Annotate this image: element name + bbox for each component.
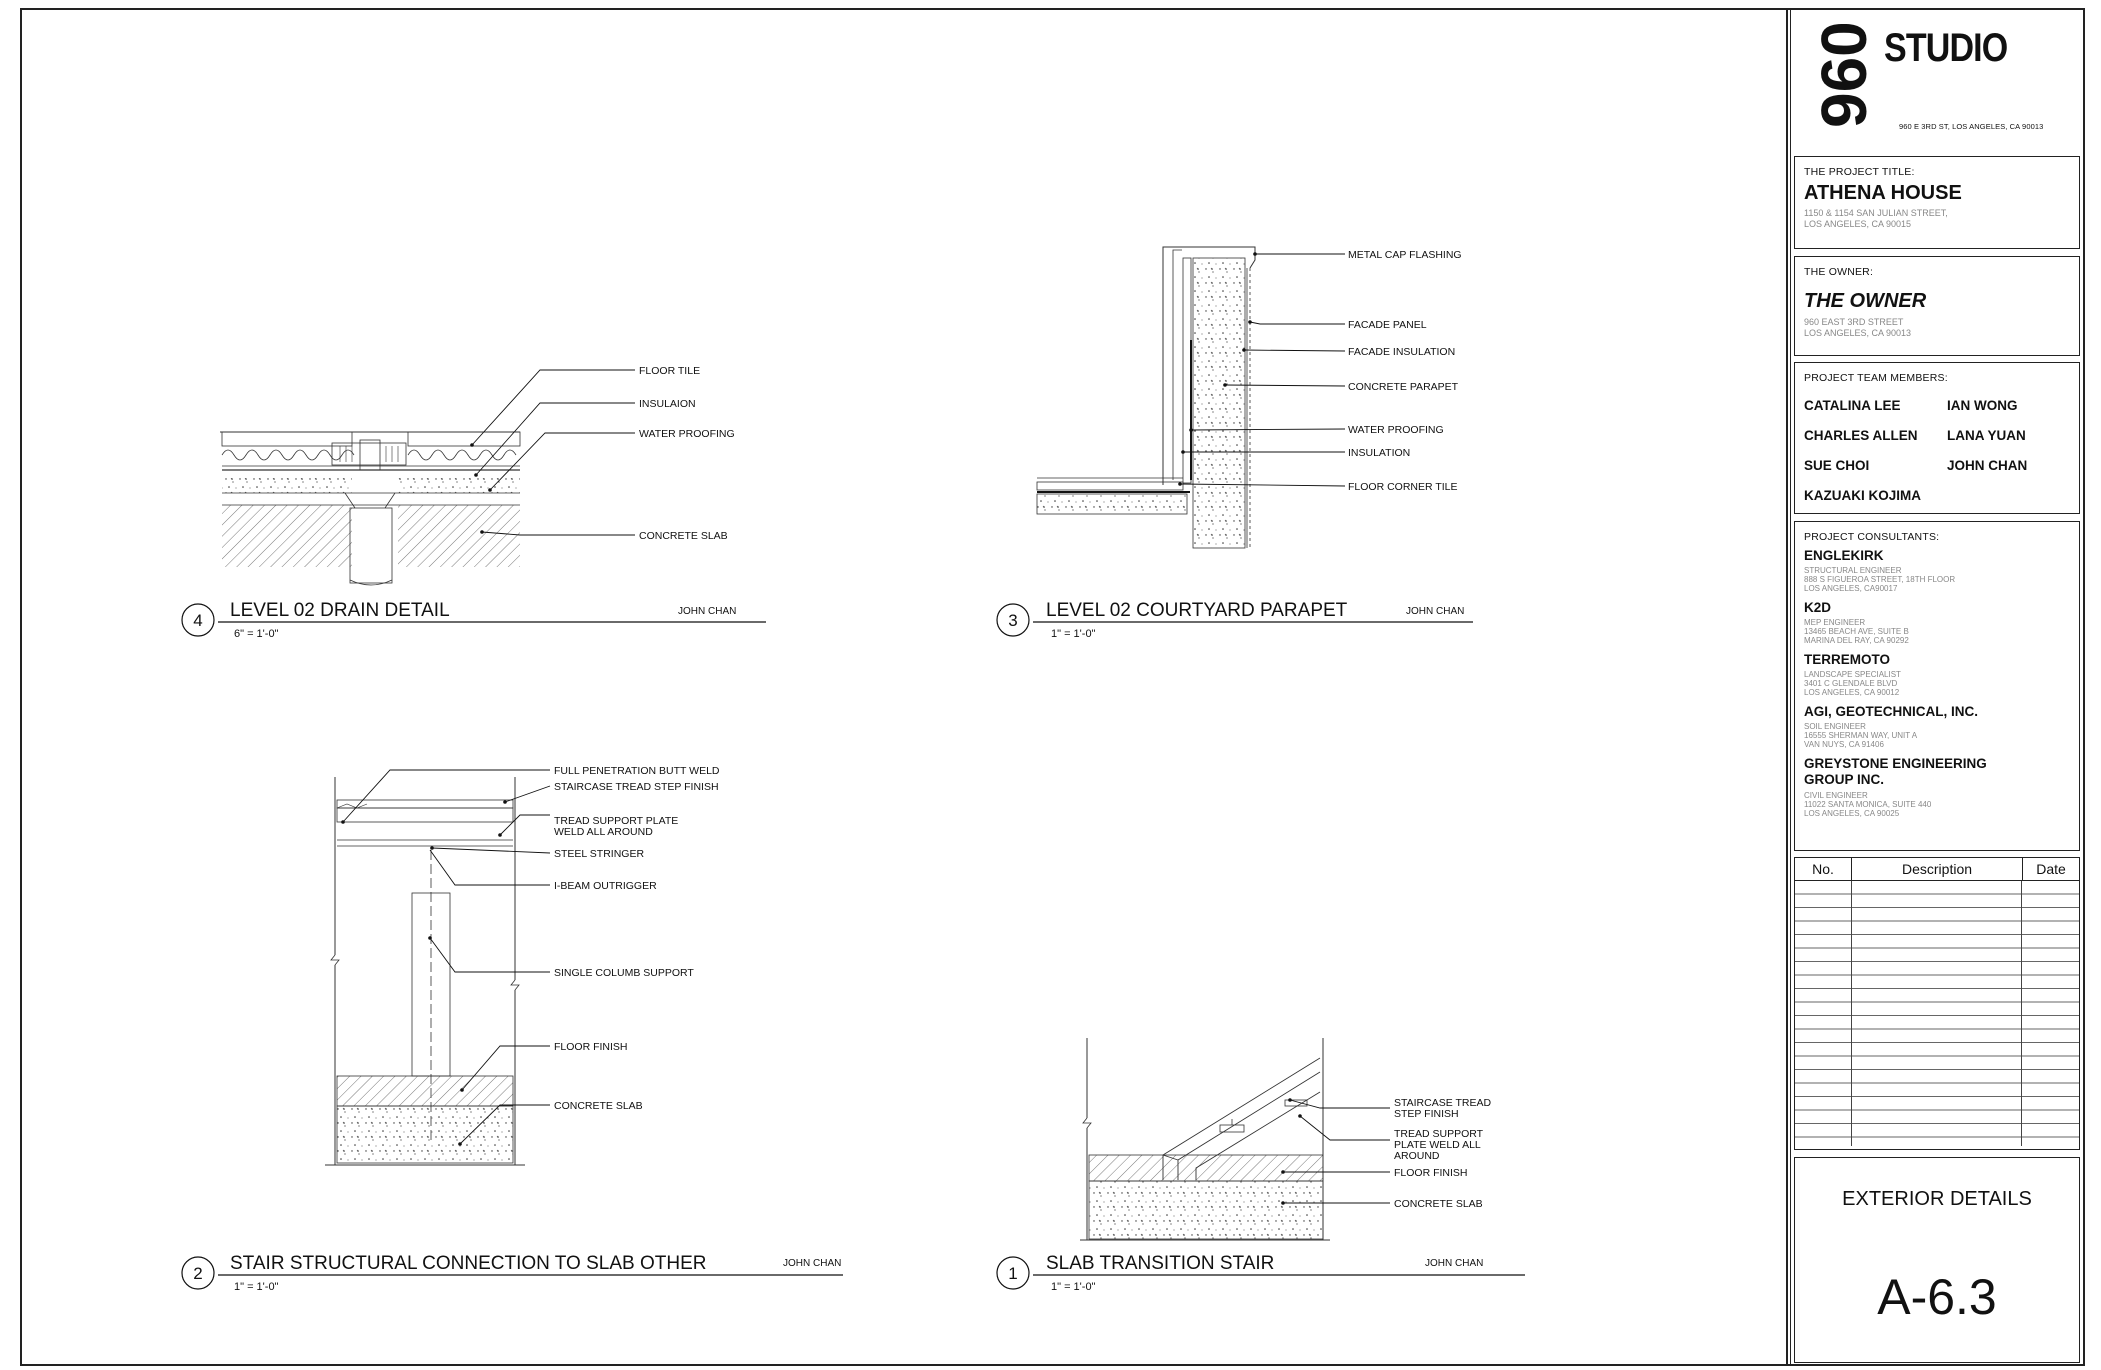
d2-label-steel-stringer: STEEL STRINGER <box>554 848 645 860</box>
owner-address-1: 960 EAST 3RD STREET <box>1804 317 1904 327</box>
d4-label-concrete-slab: CONCRETE SLAB <box>639 530 728 542</box>
col-description: Description <box>1852 858 2023 880</box>
d3-label-floor-corner-tile: FLOOR CORNER TILE <box>1348 481 1458 493</box>
team-member: CATALINA LEE <box>1804 398 1901 413</box>
consultants-box <box>1794 521 2080 851</box>
team-member: KAZUAKI KOJIMA <box>1804 488 1921 503</box>
consultant-agi: AGI, GEOTECHNICAL, INC. SOIL ENGINEER 16555 SHERMAN WAY, UNIT A VAN NUYS, CA 91406 <box>1804 704 1979 749</box>
svg-text:960: 960 <box>1810 24 1880 128</box>
d4-label-floor-tile: FLOOR TILE <box>639 365 701 377</box>
d3-scale: 1" = 1'-0" <box>1051 628 1096 640</box>
d1-label-step-finish: STEP FINISH <box>1394 1108 1459 1120</box>
col-no: No. <box>1795 858 1852 880</box>
project-title-box <box>1794 156 2080 249</box>
consultant-englekirk: ENGLEKIRK STRUCTURAL ENGINEER 888 S FIGUEROA STREET, 18TH FLOOR LOS ANGELES, CA90017 <box>1804 548 1956 593</box>
d1-author: JOHN CHAN <box>1425 1258 1484 1269</box>
d3-label-metal-cap: METAL CAP FLASHING <box>1348 249 1462 261</box>
d2-label-floor-finish: FLOOR FINISH <box>554 1041 628 1053</box>
d2-label-butt-weld: FULL PENETRATION BUTT WELD <box>554 765 720 777</box>
revision-table-header <box>1795 858 2079 881</box>
d2-label-tread-support-plate: TREAD SUPPORT PLATE <box>554 815 679 827</box>
firm-name: STUDIO <box>1884 26 2008 70</box>
firm-address: 960 E 3RD ST, LOS ANGELES, CA 90013 <box>1899 122 2044 131</box>
team-member: JOHN CHAN <box>1947 458 2028 473</box>
col-date: Date <box>2036 861 2066 877</box>
d4-label-water-proofing: WATER PROOFING <box>639 428 735 440</box>
team-caption: PROJECT TEAM MEMBERS: <box>1804 372 1948 384</box>
project-address-2: LOS ANGELES, CA 90015 <box>1804 219 1912 229</box>
owner-box <box>1794 256 2080 356</box>
d3-label-facade-panel: FACADE PANEL <box>1348 319 1427 331</box>
d3-label-facade-insulation: FACADE INSULATION <box>1348 346 1456 358</box>
d2-scale: 1" = 1'-0" <box>234 1281 279 1293</box>
d2-author: JOHN CHAN <box>783 1258 842 1269</box>
team-member: CHARLES ALLEN <box>1804 428 1918 443</box>
owner-caption: THE OWNER: <box>1804 266 1874 278</box>
title-block-divider-inner <box>1790 8 1791 1366</box>
consultant-greystone: GREYSTONE ENGINEERING GROUP INC. CIVIL ENGINEER 11022 SANTA MONICA, SUITE 440 LOS ANGELES, CA 90025 <box>1804 756 1987 818</box>
detail-3-parapet <box>997 247 1473 640</box>
d1-label-floor-finish: FLOOR FINISH <box>1394 1167 1468 1179</box>
consultant-terremoto: TERREMOTO LANDSCAPE SPECIALIST 3401 C GLENDALE BLVD LOS ANGELES, CA 90012 <box>1804 652 1901 697</box>
d3-label-concrete-parapet: CONCRETE PARAPET <box>1348 381 1459 393</box>
firm-logo <box>1810 24 2080 144</box>
revision-table <box>1794 857 2080 1150</box>
d3-title: LEVEL 02 COURTYARD PARAPET <box>1046 600 1348 621</box>
d2-title: STAIR STRUCTURAL CONNECTION TO SLAB OTHER <box>230 1253 707 1274</box>
d1-number: 1 <box>1008 1264 1018 1283</box>
project-title: ATHENA HOUSE <box>1804 182 1962 204</box>
d1-label-around: AROUND <box>1394 1150 1440 1162</box>
d1-label-concrete-slab: CONCRETE SLAB <box>1394 1198 1483 1210</box>
d3-label-insulation: INSULATION <box>1348 447 1411 459</box>
sheet-info-box <box>1794 1157 2080 1363</box>
team-box <box>1794 362 2080 514</box>
d2-number: 2 <box>193 1264 203 1283</box>
d1-label-staircase-tread: STAIRCASE TREAD <box>1394 1097 1492 1109</box>
d3-author: JOHN CHAN <box>1406 606 1465 617</box>
d2-label-tread-step-finish: STAIRCASE TREAD STEP FINISH <box>554 781 719 793</box>
sheet-number: A-6.3 <box>1877 1269 1997 1325</box>
d4-author: JOHN CHAN <box>678 606 737 617</box>
consultant-k2d: K2D MEP ENGINEER 13465 BEACH AVE, SUITE B MARINA DEL RAY, CA 90292 <box>1804 600 1909 645</box>
d1-label-tread-support: TREAD SUPPORT <box>1394 1128 1484 1140</box>
d2-label-weld-all-around: WELD ALL AROUND <box>554 826 653 838</box>
d4-number: 4 <box>193 611 203 630</box>
detail-2-stair-connection <box>182 765 843 1293</box>
d2-label-single-column-support: SINGLE COLUMB SUPPORT <box>554 967 694 979</box>
team-member: LANA YUAN <box>1947 428 2026 443</box>
team-member: SUE CHOI <box>1804 458 1870 473</box>
d3-label-water-proofing: WATER PROOFING <box>1348 424 1444 436</box>
d4-scale: 6" = 1'-0" <box>234 628 279 640</box>
project-address-1: 1150 & 1154 SAN JULIAN STREET, <box>1804 208 1948 218</box>
revision-rows <box>1795 881 2079 1146</box>
detail-4-drain <box>182 365 766 640</box>
d2-label-concrete-slab: CONCRETE SLAB <box>554 1100 643 1112</box>
d4-title: LEVEL 02 DRAIN DETAIL <box>230 600 450 621</box>
owner-address-2: LOS ANGELES, CA 90013 <box>1804 328 1912 338</box>
consultants-caption: PROJECT CONSULTANTS: <box>1804 531 1940 543</box>
d1-label-plate-weld-all: PLATE WELD ALL <box>1394 1139 1481 1151</box>
owner-name: THE OWNER <box>1804 290 1927 312</box>
detail-1-slab-transition <box>997 1038 1525 1293</box>
d1-title: SLAB TRANSITION STAIR <box>1046 1253 1275 1274</box>
project-caption: THE PROJECT TITLE: <box>1804 166 1915 178</box>
team-member: IAN WONG <box>1947 398 2018 413</box>
d2-label-i-beam-outrigger: I-BEAM OUTRIGGER <box>554 880 657 892</box>
d4-label-insulation: INSULAION <box>639 398 696 410</box>
d3-number: 3 <box>1008 611 1018 630</box>
title-block-divider <box>1786 8 1788 1366</box>
d1-scale: 1" = 1'-0" <box>1051 1281 1096 1293</box>
sheet-title: EXTERIOR DETAILS <box>1842 1188 2032 1210</box>
